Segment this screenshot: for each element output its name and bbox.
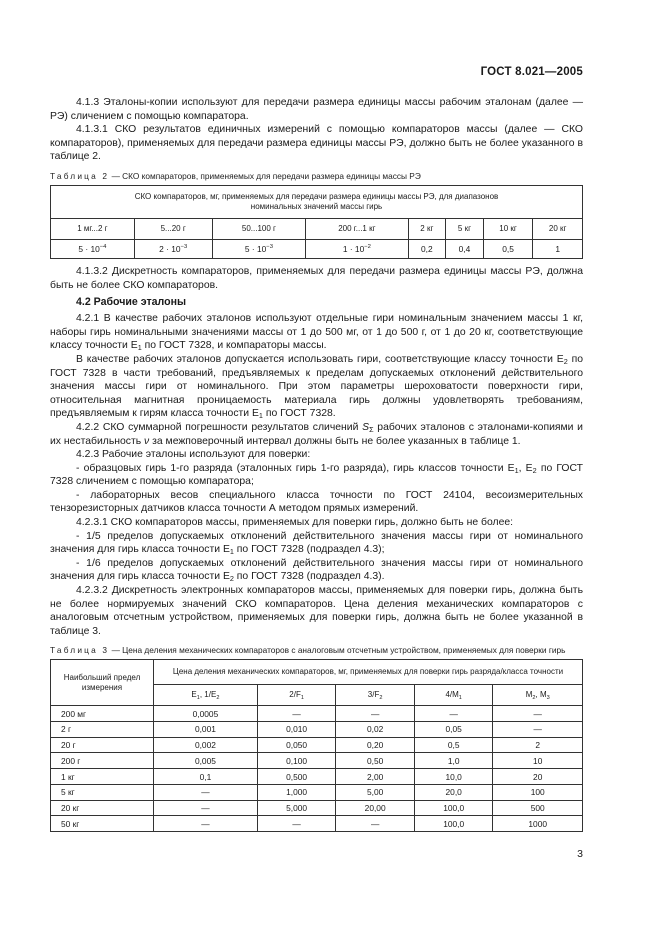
table3-value-cell: —: [493, 722, 583, 738]
table3-value-cell: —: [336, 706, 415, 722]
table2-value-cell: $1 \cdot 10^{-2}$: [306, 239, 408, 258]
section-heading-4-2: 4.2 Рабочие эталоны: [76, 296, 187, 309]
paragraph-4-2-1: 4.2.1 В качестве рабочих эталонов используют отдельные гири номинальным значением массы 1 кг, наборы гирь номинальными значениями массы от 1 до 500 мг, от 1 до 500 г, от 1 до 20 кг, соответствующие классу точности $E_1$ по ГОСТ 7328, и компараторы массы.: [50, 313, 583, 353]
table3-row: [51, 769, 583, 785]
table2-range-cell: 20 кг: [533, 218, 583, 239]
page-number: 3: [577, 848, 583, 860]
table3-value-cell: —: [336, 816, 415, 832]
table3-value-cell: 0,0005: [154, 706, 258, 722]
table3-value-cell: —: [154, 816, 258, 832]
table3-limit-cell: 1 кг: [51, 769, 154, 785]
table3-limit-cell: 2 г: [51, 722, 154, 738]
table3-value-cell: —: [154, 800, 258, 816]
table2-value-cell: 0,2: [408, 239, 446, 258]
table3-limit-cell: 20 кг: [51, 800, 154, 816]
table3-value-cell: —: [493, 706, 583, 722]
table2-value-cell: 0,5: [483, 239, 533, 258]
table3-class-header: $M_2$, $M_3$: [493, 685, 583, 706]
paragraph-4-2-3-1: 4.2.3.1 СКО компараторов массы, применяемых для поверки гирь, должно быть не более:: [76, 517, 514, 529]
table3-value-cell: 5,000: [257, 800, 336, 816]
table2-value-cell: $2 \cdot 10^{-3}$: [134, 239, 212, 258]
paragraph-4-2-2: 4.2.2 СКО суммарной погрешности результатов сличений $S_\Sigma$ рабочих эталонов с эталонами-копиями и их нестабильность ν за межповерочный интервал должны быть не более указанных в таблице 1.: [50, 421, 583, 447]
page-body: [50, 96, 583, 840]
table3-value-cell: 0,02: [336, 722, 415, 738]
paragraph-4-2-3-b: - лабораторных весов специального класса точности по ГОСТ 24104, весоизмерительных тензорезисторных датчиков класса точности А методом прямых измерений.: [50, 489, 583, 515]
table2-value-cell: 1: [533, 239, 583, 258]
table2-range-cell: 2 кг: [408, 218, 446, 239]
table3-value-cell: 0,20: [336, 737, 415, 753]
table3-class-header: $4/M_1$: [414, 685, 493, 706]
table2-range-cell: 50...100 г: [212, 218, 306, 239]
table2-range-cell: 5...20 г: [134, 218, 212, 239]
table3-value-cell: 0,500: [257, 769, 336, 785]
table2-header: СКО компараторов, мг, применяемых для передачи размера единицы массы РЭ, для диапазонов номинальных значений массы гирь: [51, 185, 583, 218]
table3-value-cell: 0,1: [154, 769, 258, 785]
paragraph-4-1-3-2: 4.1.3.2 Дискретность компараторов, применяемых для передачи размера единицы массы РЭ, должна быть не более СКО компараторов.: [50, 265, 583, 291]
table2-range-cell: 200 г...1 кг: [306, 218, 408, 239]
table3-row: [51, 753, 583, 769]
table3-row: [51, 784, 583, 800]
table3-value-cell: —: [154, 784, 258, 800]
table3-limit-cell: 200 мг: [51, 706, 154, 722]
table3-value-cell: 0,001: [154, 722, 258, 738]
table2-value-cell: $5 \cdot 10^{-4}$: [51, 239, 135, 258]
table3-value-cell: 500: [493, 800, 583, 816]
table2-caption: Таблица 2 — СКО компараторов, применяемых для передачи размера единицы массы РЭ: [50, 170, 421, 181]
table-2: [50, 185, 583, 259]
table3-value-cell: 20,0: [414, 784, 493, 800]
table-3: [50, 659, 583, 832]
table3-value-cell: 10: [493, 753, 583, 769]
table3-value-cell: 2,00: [336, 769, 415, 785]
table3-value-cell: 0,005: [154, 753, 258, 769]
paragraph-4-2-3-1-b: - 1/6 пределов допускаемых отклонений действительного значения массы гири от номинального значения для гирь класса точности $E_2$ по ГОСТ 7328 (подраздел 4.3).: [50, 557, 583, 584]
table3-value-cell: 100,0: [414, 816, 493, 832]
table3-value-cell: 0,05: [414, 722, 493, 738]
document-header: ГОСТ 8.021—2005: [480, 66, 583, 78]
table3-value-cell: 1,000: [257, 784, 336, 800]
table3-value-cell: 20,00: [336, 800, 415, 816]
paragraph-4-1-3-1: 4.1.3.1 СКО результатов единичных измерений с помощью компараторов массы (далее — СКО компараторов), применяемых для передачи размера единицы массы РЭ, должно быть не более указанного в таблице 2.: [50, 124, 583, 163]
table3-value-cell: 0,050: [257, 737, 336, 753]
table3-value-cell: 20: [493, 769, 583, 785]
table3-value-cell: —: [414, 706, 493, 722]
table3-value-cell: 5,00: [336, 784, 415, 800]
table2-range-cell: 10 кг: [483, 218, 533, 239]
paragraph-4-2-3-1-a: - 1/5 пределов допускаемых отклонений действительного значения массы гири от номинального значения для гирь класса точности $E_1$ по ГОСТ 7328 (подраздел 4.3);: [50, 530, 583, 557]
table3-value-cell: 100,0: [414, 800, 493, 816]
table3-value-cell: 100: [493, 784, 583, 800]
table3-row: [51, 816, 583, 832]
table3-value-cell: 1000: [493, 816, 583, 832]
table3-class-header: $E_1$, $1/E_2$: [154, 685, 258, 706]
table2-range-cell: 5 кг: [446, 218, 484, 239]
table3-value-cell: 0,100: [257, 753, 336, 769]
table3-value-cell: 0,002: [154, 737, 258, 753]
table3-col-limit-header: Наибольший предел измерения: [51, 660, 154, 706]
table3-value-cell: 10,0: [414, 769, 493, 785]
paragraph-4-1-3: 4.1.3 Эталоны-копии используют для передачи размера единицы массы рабочим эталонам (далее — РЭ) сличением с помощью компаратора.: [50, 97, 583, 122]
table3-limit-cell: 20 г: [51, 737, 154, 753]
table3-class-header: $2/F_1$: [257, 685, 336, 706]
table3-value-cell: —: [257, 706, 336, 722]
paragraph-4-2-3: 4.2.3 Рабочие эталоны используют для поверки:: [76, 449, 311, 461]
table3-limit-cell: 50 кг: [51, 816, 154, 832]
table3-value-cell: 0,5: [414, 737, 493, 753]
table3-row: [51, 737, 583, 753]
table3-value-cell: 0,010: [257, 722, 336, 738]
paragraph-4-2-3-2: 4.2.3.2 Дискретность электронных компараторов массы, применяемых для поверки гирь, должна быть не более нормируемых значений СКО компараторов. Цена деления механических компараторов с аналоговым отсчетным устройством, применяемых для поверки гирь, должна быть не более указанной в таблице 3.: [50, 585, 583, 637]
table2-value-cell: $5 \cdot 10^{-3}$: [212, 239, 306, 258]
table3-value-cell: —: [257, 816, 336, 832]
table2-value-cell: 0,4: [446, 239, 484, 258]
table2-range-cell: 1 мг...2 г: [51, 218, 135, 239]
table3-value-cell: 2: [493, 737, 583, 753]
table3-value-cell: 1,0: [414, 753, 493, 769]
table3-limit-cell: 200 г: [51, 753, 154, 769]
table3-limit-cell: 5 кг: [51, 784, 154, 800]
paragraph-4-2-1-b: В качестве рабочих эталонов допускается использовать гири, соответствующие классу точности $E_2$ по ГОСТ 7328 в части требований, предъявляемых к пределам допускаемых отклонений действительного значения массы гири от номинального. При этом параметры шероховатости поверхности гири, относительная магнитная проницаемость материала гирь должны удовлетворять требованиям, предъявляемым к гирям класса точности $E_1$ по ГОСТ 7328.: [50, 353, 583, 421]
paragraph-4-2-3-a: - образцовых гирь 1-го разряда (эталонных гирь 1-го разряда), гирь классов точности $E_1$, $E_2$ по ГОСТ 7328 сличением с помощью компаратора;: [50, 462, 583, 488]
table3-class-header: $3/F_2$: [336, 685, 415, 706]
table3-row: [51, 722, 583, 738]
table3-value-cell: 0,50: [336, 753, 415, 769]
table3-row: [51, 800, 583, 816]
table3-row: [51, 706, 583, 722]
table3-group-header: Цена деления механических компараторов, мг, применяемых для поверки гирь разряда/класса точности: [154, 660, 583, 685]
table3-caption: Таблица 3 — Цена деления механических компараторов с аналоговым отсчетным устройством, применяемых для поверки гирь: [50, 645, 566, 656]
